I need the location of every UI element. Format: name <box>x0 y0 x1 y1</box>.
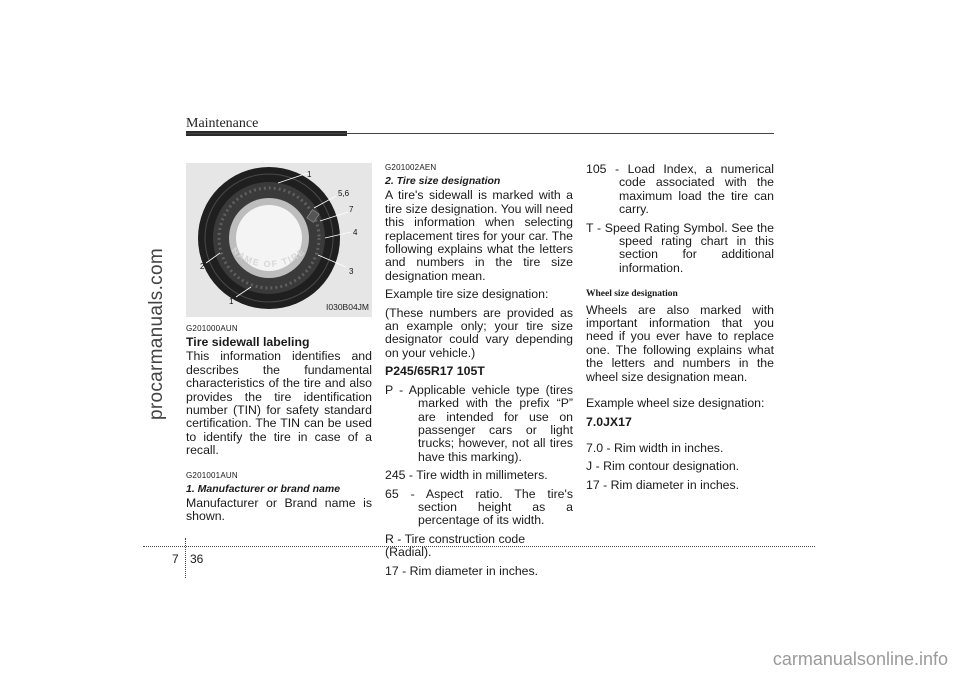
tire-name-text: NAME OF TIRE <box>229 245 308 270</box>
tire-sidewall-figure <box>186 163 372 317</box>
paragraph: This information identifies and describes the fundamental characteristics of the tire and also provides the tire identification number (TIN) for safety standard certification. The TIN can be used to identify the tire in case of a recall. <box>186 349 372 458</box>
side-watermark: procarmanuals.com <box>146 248 167 420</box>
list-item: 65 - Aspect ratio. The tire's section height as a percentage of its width. <box>385 486 573 528</box>
section-title: Maintenance <box>186 116 259 131</box>
column-right <box>586 163 774 492</box>
doc-code: G201002AEN <box>385 163 437 172</box>
list-item: 105 - Load Index, a numerical code associated with the maximum load the tire can carry. <box>586 162 774 217</box>
bottom-watermark: carmanualsonline.info <box>772 649 948 669</box>
header-rule <box>186 133 774 134</box>
tire-diagram <box>186 163 372 317</box>
footer-rule <box>143 546 815 547</box>
list-item: P - Applicable vehicle type (tires marked with the prefix “P” are intended for use on passenger cars or light trucks; however, not all tires have this marking). <box>385 382 573 464</box>
callout-1-top: 1 <box>307 170 312 179</box>
example-value: P245/65R17 105T <box>385 364 485 379</box>
doc-code: G201001AUN <box>186 470 238 480</box>
list-item: T - Speed Rating Symbol. See the speed rating chart in this section for additional information. <box>586 220 774 275</box>
callout-5-6: 5,6 <box>338 189 350 198</box>
page-number: 36 <box>190 552 204 566</box>
section-heading: Tire sidewall labeling <box>186 335 310 349</box>
callout-7: 7 <box>349 205 354 214</box>
list-item: 7.0 - Rim width in inches. <box>586 440 724 455</box>
list-item: 17 - Rim diameter in inches. <box>586 477 740 492</box>
callout-1-bottom: 1 <box>229 297 234 306</box>
paragraph: Wheels are also marked with important information that you need if you ever have to replace one. The following explains what the letters and numbers in the wheel size designation mean. <box>586 302 774 384</box>
figure-code: I030B04JM <box>326 301 369 312</box>
list-item: 17 - Rim diameter in inches. <box>385 563 539 578</box>
doc-code: G201000AUN <box>186 324 238 333</box>
example-label: Example wheel size designation: <box>586 396 765 411</box>
paragraph: (These numbers are provided as an example only; your tire size designator could vary depending on your vehicle.) <box>385 305 573 360</box>
callout-3: 3 <box>349 267 354 276</box>
callout-2: 2 <box>200 262 205 271</box>
callout-4: 4 <box>353 228 358 237</box>
list-item: R - Tire construction code (Radial). <box>385 531 526 560</box>
footer-divider <box>185 538 186 578</box>
list-item: J - Rim contour designation. <box>586 459 740 474</box>
paragraph: Manufacturer or Brand name is shown. <box>186 496 372 524</box>
paragraph: A tire's sidewall is marked with a tire size designation. You will need this information when selecting replacement tires for your car. The following explains what the letters and numbers in the tire size designation mean. <box>385 188 573 283</box>
subheading: Wheel size designation <box>586 289 678 300</box>
column-middle <box>385 163 573 578</box>
subheading: 2. Tire size designation <box>385 175 501 187</box>
section-number: 7 <box>172 552 179 566</box>
example-value: 7.0JX17 <box>586 414 632 429</box>
column-left <box>186 163 372 524</box>
subheading: 1. Manufacturer or brand name <box>186 482 341 495</box>
example-label: Example tire size designation: <box>385 287 549 302</box>
list-item: 245 - Tire width in millimeters. <box>385 468 548 483</box>
